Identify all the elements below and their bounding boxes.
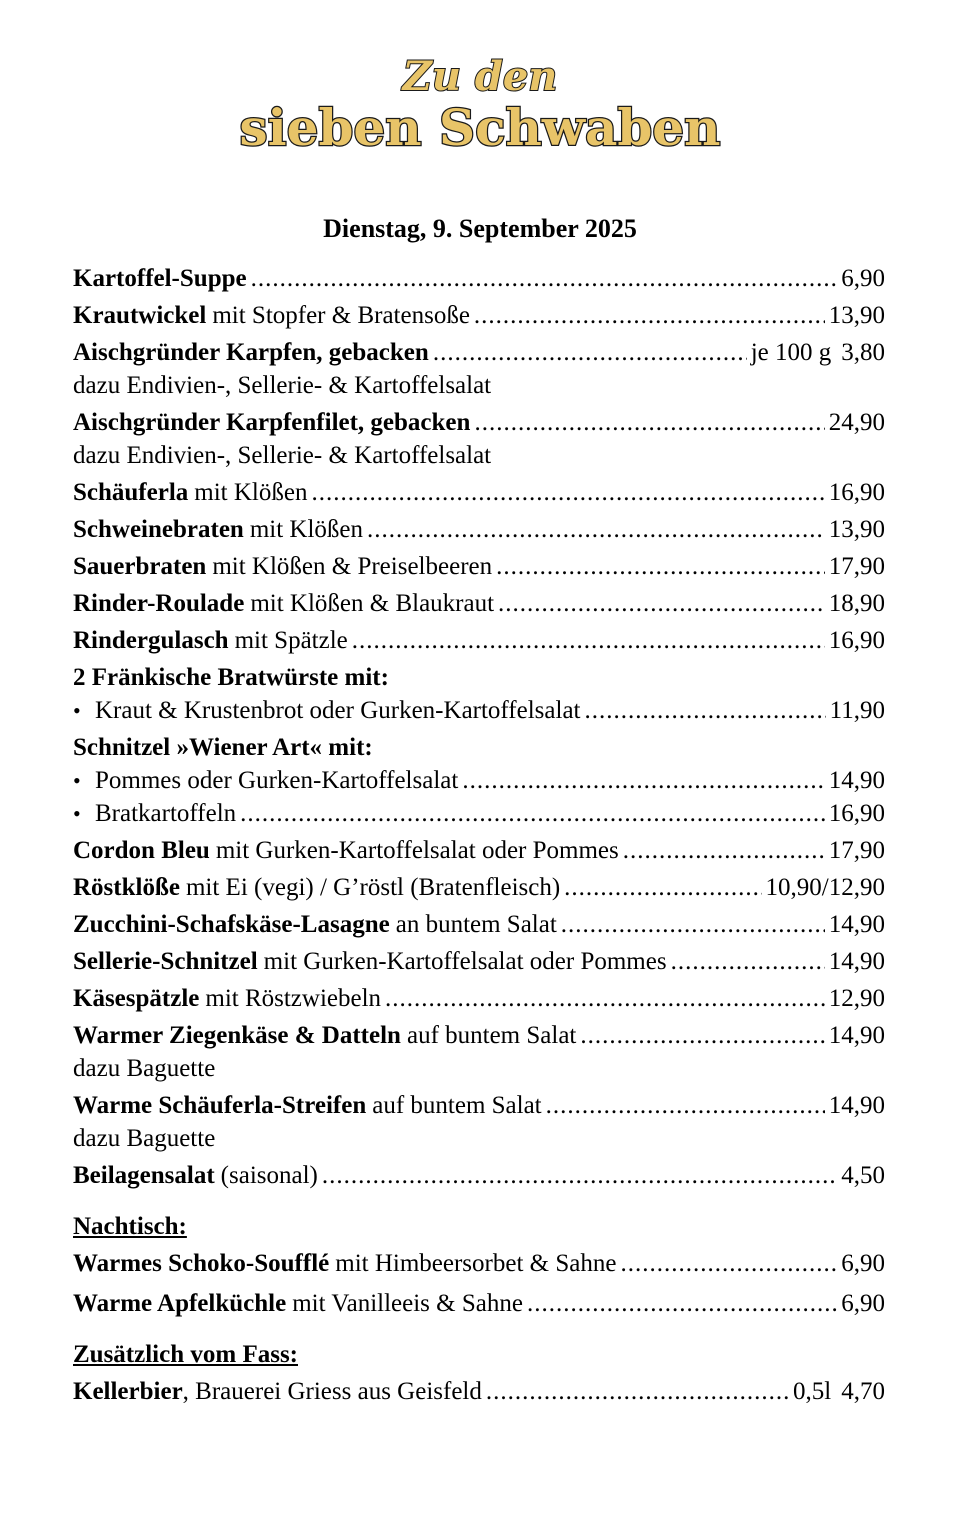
dot-leader <box>433 334 747 371</box>
item-name: Käsespätzle <box>73 985 200 1012</box>
dot-leader <box>496 548 825 585</box>
item-price: 18,90 <box>828 590 885 617</box>
menu-item <box>73 474 885 511</box>
item-price: 13,90 <box>828 302 885 329</box>
bullet-icon: • <box>73 801 81 826</box>
item-price: 4,50 <box>841 1162 885 1189</box>
dot-leader <box>564 869 761 906</box>
menu-item <box>73 1087 885 1124</box>
menu-item <box>73 1285 885 1322</box>
menu-item <box>73 906 885 943</box>
item-side-note: dazu Endivien-, Sellerie- & Kartoffelsalat <box>73 442 492 469</box>
bratwurst-heading: 2 Fränkische Bratwürste mit: <box>73 664 389 691</box>
item-name: Warme Schäuferla-Streifen <box>73 1092 367 1119</box>
option-label: Bratkartoffeln <box>95 800 237 827</box>
item-description: , Brauerei Griess aus Geisfeld <box>182 1378 482 1405</box>
item-price: 4,70 <box>841 1378 885 1405</box>
menu-item <box>73 511 885 548</box>
item-name: Kartoffel-Suppe <box>73 265 247 292</box>
dot-leader <box>474 297 825 334</box>
item-name: Warmes Schoko-Soufflé <box>73 1250 330 1277</box>
item-price: 14,90 <box>828 1092 885 1119</box>
dessert-heading: Nachtisch: <box>73 1213 187 1240</box>
item-name: Sauerbraten <box>73 553 207 580</box>
item-description: mit Klößen & Blaukraut <box>250 590 495 617</box>
item-description: mit Ei (vegi) / G’röstl (Bratenfleisch) <box>185 874 561 901</box>
item-name: Beilagensalat <box>73 1162 215 1189</box>
item-price: 14,90 <box>828 767 885 794</box>
menu-date: Dienstag, 9. September 2025 <box>323 214 637 243</box>
dot-leader <box>474 404 824 441</box>
item-description: mit Klößen <box>194 479 308 506</box>
dot-leader <box>546 1087 825 1124</box>
dot-leader <box>561 906 825 943</box>
item-price: 14,90 <box>828 1022 885 1049</box>
item-name: Sellerie-Schnitzel <box>73 948 258 975</box>
item-price: 14,90 <box>828 948 885 975</box>
item-description: mit Spätzle <box>234 627 348 654</box>
item-description: mit Röstzwiebeln <box>205 985 382 1012</box>
spacer <box>73 1322 885 1336</box>
item-description: mit Vanilleeis & Sahne <box>292 1290 523 1317</box>
menu-item <box>73 1157 885 1194</box>
item-name: Schweinebraten <box>73 516 244 543</box>
item-side-note: dazu Endivien-, Sellerie- & Kartoffelsalat <box>73 372 492 399</box>
item-price: 16,90 <box>828 800 885 827</box>
menu-item <box>73 869 885 906</box>
spacer <box>73 1194 885 1208</box>
item-price: 10,90/12,90 <box>765 874 885 901</box>
item-description: mit Stopfer & Bratensoße <box>212 302 470 329</box>
dot-leader <box>580 1017 824 1054</box>
item-price: 12,90 <box>828 985 885 1012</box>
item-price: 24,90 <box>828 409 885 436</box>
item-name: Krautwickel <box>73 302 207 329</box>
dot-leader <box>486 1373 789 1410</box>
item-description: auf buntem Salat <box>406 1022 577 1049</box>
menu-item <box>73 1017 885 1054</box>
item-name: Rindergulasch <box>73 627 229 654</box>
option-label: Kraut & Krustenbrot oder Gurken-Kartoffelsalat <box>95 697 581 724</box>
item-description: mit Gurken-Kartoffelsalat oder Pommes <box>215 837 619 864</box>
item-name: Warmer Ziegenkäse & Datteln <box>73 1022 401 1049</box>
item-price: 14,90 <box>828 911 885 938</box>
schnitzel-heading: Schnitzel »Wiener Art« mit: <box>73 734 373 761</box>
dot-leader <box>385 980 825 1017</box>
item-description: an buntem Salat <box>395 911 557 938</box>
item-side-note: dazu Baguette <box>73 1055 216 1082</box>
option-label: Pommes oder Gurken-Kartoffelsalat <box>95 767 459 794</box>
menu-option <box>73 766 885 799</box>
menu-option <box>73 799 885 832</box>
logo-line-1: Zu den <box>402 53 558 100</box>
item-name: Schäuferla <box>73 479 189 506</box>
menu-item <box>73 1373 885 1410</box>
item-unit: 0,5l <box>793 1378 832 1405</box>
menu-item <box>73 260 885 297</box>
item-name: Aischgründer Karpfen, gebacken <box>73 339 429 366</box>
logo-line-2: sieben Schwaben <box>239 98 721 157</box>
dot-leader <box>527 1285 837 1322</box>
dot-leader <box>322 1157 837 1194</box>
menu-item <box>73 943 885 980</box>
dot-leader <box>623 832 825 869</box>
item-description: mit Himbeersorbet & Sahne <box>335 1250 617 1277</box>
item-price: 16,90 <box>828 627 885 654</box>
item-side-note: dazu Baguette <box>73 1125 216 1152</box>
menu-item <box>73 404 885 441</box>
item-price: 13,90 <box>828 516 885 543</box>
bullet-icon: • <box>73 768 81 793</box>
item-price: 11,90 <box>829 697 885 724</box>
restaurant-logo <box>0 50 960 160</box>
dot-leader <box>585 696 826 726</box>
dot-leader <box>462 766 824 796</box>
item-name: Warme Apfelküchle <box>73 1290 287 1317</box>
dot-leader <box>352 622 825 659</box>
item-price: 6,90 <box>841 265 885 292</box>
menu-item <box>73 297 885 334</box>
item-name: Aischgründer Karpfenfilet, gebacken <box>73 409 471 436</box>
item-price: 17,90 <box>828 837 885 864</box>
menu-item <box>73 832 885 869</box>
menu-item <box>73 334 885 371</box>
item-price: 6,90 <box>841 1250 885 1277</box>
item-price: 17,90 <box>828 553 885 580</box>
draft-heading: Zusätzlich vom Fass: <box>73 1341 298 1368</box>
bullet-icon: • <box>73 698 81 723</box>
item-description: mit Klößen & Preiselbeeren <box>212 553 493 580</box>
menu-item <box>73 980 885 1017</box>
dot-leader <box>620 1245 837 1282</box>
item-name: Cordon Bleu <box>73 837 210 864</box>
item-unit: je 100 g <box>750 339 832 366</box>
dot-leader <box>498 585 825 622</box>
menu-item <box>73 585 885 622</box>
dot-leader <box>311 474 824 511</box>
item-description: auf buntem Salat <box>372 1092 542 1119</box>
item-name: Rinder-Roulade <box>73 590 245 617</box>
item-description: (saisonal) <box>220 1162 318 1189</box>
dot-leader <box>251 260 838 297</box>
dot-leader <box>367 511 825 548</box>
item-price: 6,90 <box>841 1290 885 1317</box>
menu-option <box>73 696 885 729</box>
menu-item <box>73 548 885 585</box>
item-description: mit Klößen <box>249 516 364 543</box>
menu-item <box>73 1245 885 1282</box>
dot-leader <box>240 799 825 829</box>
menu-list <box>73 260 885 1410</box>
item-name: Röstklöße <box>73 874 180 901</box>
dot-leader <box>671 943 825 980</box>
item-price: 3,80 <box>841 339 885 366</box>
menu-item <box>73 622 885 659</box>
item-description: mit Gurken-Kartoffelsalat oder Pommes <box>263 948 667 975</box>
item-name: Zucchini-Schafskäse-Lasagne <box>73 911 390 938</box>
item-price: 16,90 <box>828 479 885 506</box>
item-name: Kellerbier <box>73 1378 183 1405</box>
